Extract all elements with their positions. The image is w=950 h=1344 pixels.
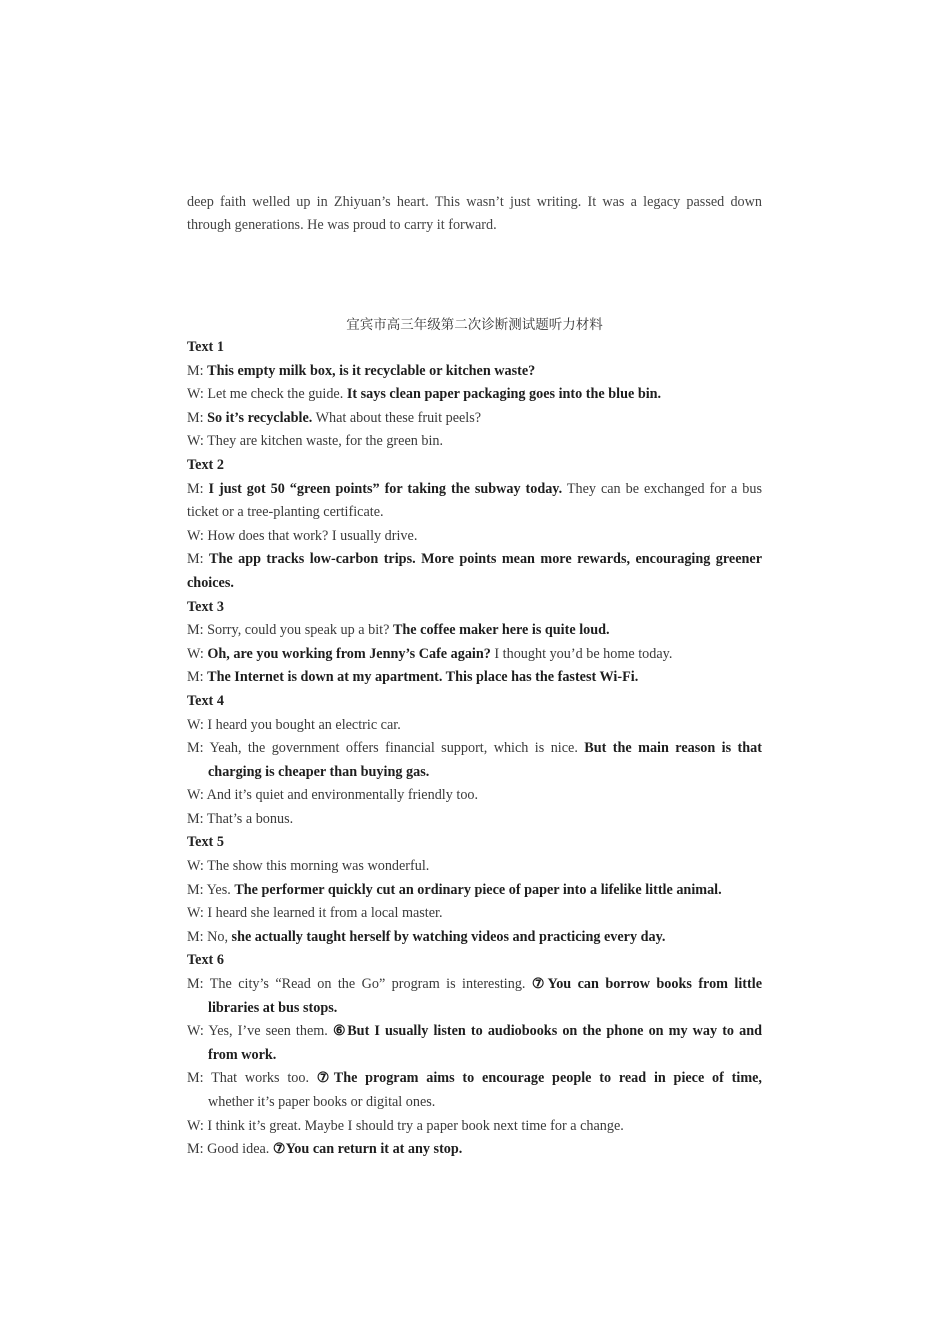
dialogue-line: M: So it’s recyclable. What about these fruit peels? — [187, 409, 482, 426]
question-number-badge: ⑦ — [272, 1141, 286, 1158]
listening-material — [187, 336, 762, 1162]
dialogue-line: M: The app tracks low-carbon trips. More points mean more rewards, encouraging greener — [187, 551, 762, 568]
dialogue-line: whether it’s paper books or digital ones. — [208, 1094, 436, 1110]
dialogue-line: W: They are kitchen waste, for the green bin. — [187, 433, 444, 450]
dialogue-line: M: No, she actually taught herself by watching videos and practicing every day. — [187, 928, 666, 945]
dialogue-line: from work. — [208, 1046, 277, 1063]
intro-line: deep faith welled up in Zhiyuan’s heart. This wasn’t just writing. It was a legacy passed down — [187, 194, 762, 210]
question-number-badge: ⑥ — [332, 1023, 348, 1040]
dialogue-line: W: And it’s quiet and environmentally friendly too. — [187, 787, 479, 804]
dialogue-line: W: Yes, I’ve seen them. ⑥But I usually listen to audiobooks on the phone on my way to and — [187, 1023, 762, 1040]
dialogue-line: ticket or a tree-planting certificate. — [187, 504, 384, 521]
dialogue-line: M: Yes. The performer quickly cut an ordinary piece of paper into a lifelike little animal. — [187, 881, 722, 898]
dialogue-line: W: How does that work? I usually drive. — [187, 527, 418, 544]
dialogue-line: W: Oh, are you working from Jenny’s Cafe again? I thought you’d be home today. — [187, 645, 673, 662]
text-heading: Text 1 — [187, 339, 224, 355]
dialogue-line: M: Sorry, could you speak up a bit? The coffee maker here is quite loud. — [187, 622, 610, 639]
dialogue-line: W: I think it’s great. Maybe I should try a paper book next time for a change. — [187, 1117, 624, 1134]
intro-line: through generations. He was proud to carry it forward. — [187, 216, 497, 233]
dialogue-line: choices. — [187, 574, 234, 591]
dialogue-line: libraries at bus stops. — [208, 999, 338, 1016]
dialogue-line: M: This empty milk box, is it recyclable or kitchen waste? — [187, 362, 536, 379]
dialogue-line: W: I heard she learned it from a local master. — [187, 905, 443, 922]
question-number-badge: ⑦ — [316, 1070, 334, 1087]
dialogue-line: M: The Internet is down at my apartment. This place has the fastest Wi-Fi. — [187, 669, 639, 686]
dialogue-line: W: Let me check the guide. It says clean paper packaging goes into the blue bin. — [187, 386, 662, 403]
text-heading: Text 5 — [187, 834, 224, 851]
page-title: 宜宾市高三年级第二次诊断测试题听力材料 — [346, 317, 603, 333]
dialogue-line: M: That’s a bonus. — [187, 810, 294, 827]
dialogue-line: M: Yeah, the government offers financial support, which is nice. But the main reason is that — [187, 740, 762, 757]
dialogue-line: M: I just got 50 “green points” for taking the subway today. They can be exchanged for a bus — [187, 480, 762, 497]
text-heading: Text 4 — [187, 692, 224, 709]
dialogue-line: W: I heard you bought an electric car. — [187, 716, 401, 733]
text-heading: Text 6 — [187, 952, 224, 969]
dialogue-line: W: The show this morning was wonderful. — [187, 858, 430, 875]
dialogue-line: M: That works too. ⑦The program aims to encourage people to read in piece of time, — [187, 1070, 762, 1087]
text-heading: Text 2 — [187, 456, 224, 473]
question-number-badge: ⑦ — [531, 976, 548, 993]
dialogue-line: M: Good idea. ⑦You can return it at any stop. — [187, 1141, 463, 1158]
intro-paragraph — [187, 191, 762, 236]
dialogue-line: M: The city’s “Read on the Go” program is interesting. ⑦You can borrow books from little — [187, 976, 762, 993]
text-heading: Text 3 — [187, 598, 224, 615]
dialogue-line: charging is cheaper than buying gas. — [208, 763, 430, 780]
